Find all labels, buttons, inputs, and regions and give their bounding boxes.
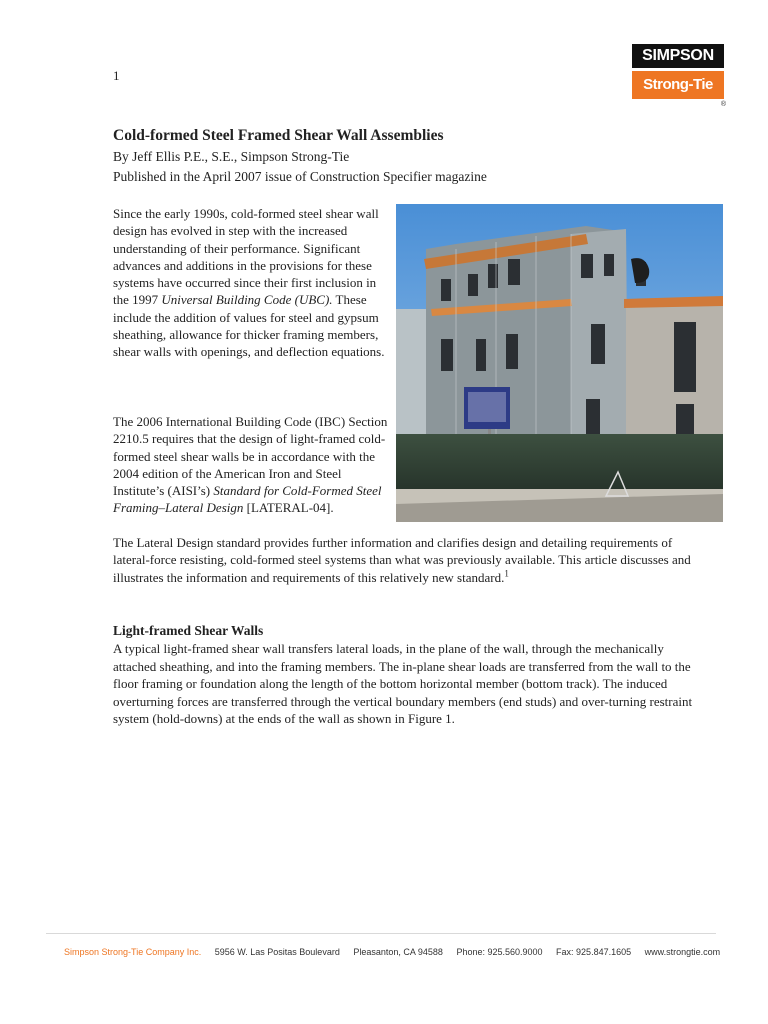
- page-number: 1: [113, 68, 120, 83]
- footer-city: Pleasanton, CA 94588: [353, 947, 443, 957]
- logo-registered-mark: ®: [720, 101, 726, 108]
- paragraph-ibc: The 2006 International Building Code (IBC) Section 2210.5 requires that the design of light-framed cold-formed steel shear walls be in accordance with the 2004 edition of the American Iron and Steel Institute’s (AISI’s) Standard for Cold-Formed Steel Framing–Lateral Design [LATERAL-04].: [113, 414, 388, 516]
- simpson-strong-tie-logo: [632, 44, 726, 108]
- paragraph-lateral-design: The Lateral Design standard provides further information and clarifies design and detailing requirements of lateral-force resisting, cold-formed steel systems than what was previously available. This article discusses and illustrates the information and requirements of this relatively new standard.$^1$: [113, 535, 691, 585]
- logo-simpson: SIMPSON: [632, 44, 724, 68]
- section-heading: Light-framed Shear Walls: [113, 623, 264, 638]
- footer-website-link[interactable]: www.strongtie.com: [644, 947, 721, 957]
- logo-strong-tie: Strong-Tie: [632, 71, 724, 99]
- footer-company: Simpson Strong-Tie Company Inc.: [64, 947, 202, 957]
- footer-address: 5956 W. Las Positas Boulevard: [214, 947, 340, 957]
- paragraph-shear-walls: A typical light-framed shear wall transfers lateral loads, in the plane of the wall, through the mechanically attached sheathing, and into the framing members. The in-plane shear loads are transferred from the wall to the floor framing or foundation along the length of the bottom horizontal member (bottom track). The induced overturning forces are transferred through the vertical boundary members (end studs) and over-turning restraint system (hold-downs) at the ends of the wall as shown in Figure 1.: [113, 641, 693, 727]
- footer-divider: [46, 933, 716, 934]
- footer: [64, 947, 731, 957]
- article-title: Cold-formed Steel Framed Shear Wall Assemblies: [113, 127, 444, 144]
- building-construction-photo: [396, 204, 723, 522]
- paragraph-intro: Since the early 1990s, cold-formed steel shear wall design has evolved in step with the increased understanding of their performance. Significant advances and additions in the provisions for these systems have occurred since their first inclusion in the 1997 Universal Building Code (UBC). These include the addition of values for steel and gypsum sheathing, allowance for thicker framing members, shear walls with openings, and deflection equations.: [113, 206, 385, 360]
- byline: By Jeff Ellis P.E., S.E., Simpson Strong-Tie: [113, 149, 350, 164]
- publication-note: Published in the April 2007 issue of Construction Specifier magazine: [113, 169, 487, 184]
- footer-fax: Fax: 925.847.1605: [556, 947, 632, 957]
- footer-phone: Phone: 925.560.9000: [456, 947, 543, 957]
